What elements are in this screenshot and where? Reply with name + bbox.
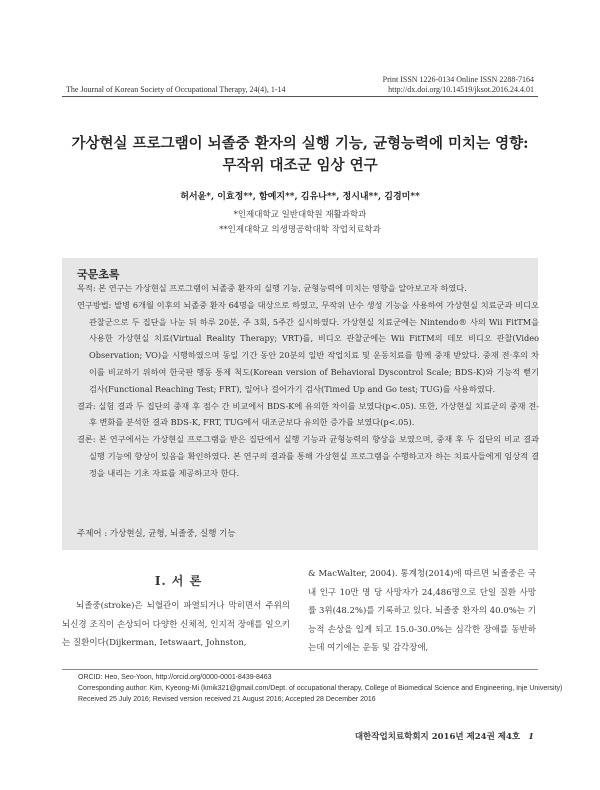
- abstract-methods: 연구방법: 발병 6개월 이후의 뇌졸중 환자 64명을 대상으로 하였고, 무작위 난수 생성 기능을 사용하여 가상현실 치료군과 비디오 관찰군으로 두 집단을 나눈 뒤 하루 20분, 주 3회, 5주간 실시하였다. 가상현실 치료군에는 Nintendo® 사의 Wii FitTM을 사용한 가상현실 치료(Virtual Reality Therapy; VRT)를, 비디오 관찰군에는 Wii FitTM의 데모 비디오 관찰(Video Observation; VO)을 시행하였으며 동일 기간 동안 20분의 일반 작업치료 및 운동치료를 함께 중재 받았다. 중재 전·후의 차이를 비교하기 위하여 한국판 행동 통제 척도(Korean version of Behavioral Dyscontrol Scale; BDS-K)와 기능적 뻗기 검사(Functional Reaching Test; FRT), 일어나 걸어가기 검사(Timed Up and Go test; TUG)를 사용하였다.: [77, 299, 539, 394]
- intro-left-column: 뇌졸중(stroke)은 뇌혈관이 파열되거나 막히면서 주위의 뇌신경 조직이 손상되어 다양한 신체적, 인지적 장애를 일으키는 질환이다(Dijkerman, Ietswaart, Johnston,: [62, 601, 290, 649]
- journal-header: The Journal of Korean Society of Occupational Therapy, 24(4), 1-14: [66, 85, 286, 94]
- page-number: 1: [528, 732, 534, 742]
- footnote-rule: [62, 669, 538, 670]
- intro-right-column: & MacWalter, 2004). 통계청(2014)에 따르면 뇌졸중은 국내 인구 10만 명 당 사망자가 24,486명으로 단일 질환 사망률 3위(48.2%)를 기록하고 있다. 뇌졸중 환자의 40.0%는 기능적 손상을 입게 되고 15.0-30.0%는 심각한 장애를 동반하는데 여기에는 운동 및 감각장애,: [308, 569, 536, 654]
- keywords: 주제어 : 가상현실, 균형, 뇌졸중, 실행 기능: [77, 529, 236, 539]
- author-list: 허서윤*, 이효정**, 함예지**, 김유나**, 정시내**, 김경미**: [180, 192, 420, 202]
- header-rule: [62, 96, 538, 97]
- page-footer: [355, 730, 534, 742]
- footnote-orcid: ORCID: Heo, Seo-Yoon, http://orcid.org/0000-0001-8439-8463: [78, 674, 272, 681]
- abstract-heading: 국문초록: [77, 268, 120, 281]
- issn-doi-block: [383, 75, 534, 95]
- paper-title: [60, 133, 540, 177]
- abstract-purpose: 목적: 본 연구는 가상현실 프로그램이 뇌졸중 환자의 실행 기능, 균형능력에 미치는 영향을 알아보고자 하였다.: [77, 283, 467, 293]
- abstract-conclusion: 결론: 본 연구에서는 가상현실 프로그램을 받은 집단에서 실행 기능과 균형능력의 향상을 보였으며, 중재 후 두 집단의 비교 결과 실행 기능에 향상이 있음을 확인하였다. 본 연구의 결과를 통해 가상현실 프로그램을 수행하고자 하는 치료사들에게 임상적 결정을 내리는 기초 자료를 제공하고자 한다.: [77, 434, 539, 478]
- footnote-received: Received 25 July 2016; Revised version received 21 August 2016; Accepted 28 December 2016: [78, 696, 376, 704]
- affiliation-2: **인제대학교 의생명공학대학 작업치료학과: [219, 225, 381, 235]
- doi-link[interactable]: http://dx.doi.org/10.14519/jksot.2016.24.4.01: [388, 85, 534, 94]
- footnote-corresponding: Corresponding author: Kim, Kyeong-Mi (kmik321@gmail.com/Dept. of occupational therapy, College of Biomedical Science and Engineering, Inje University): [78, 685, 563, 693]
- issn-line: Print ISSN 1226-0134 Online ISSN 2288-7164: [382, 75, 534, 84]
- title-line-1: 가상현실 프로그램이 뇌졸중 환자의 실행 기능, 균형능력에 미치는 영향:: [71, 135, 529, 152]
- footnotes: [78, 672, 562, 706]
- section-heading-introduction: I. 서 론: [154, 574, 203, 588]
- footer-journal: 대한작업치료학회지 2016년 제24권 제4호: [354, 732, 521, 742]
- title-line-2: 무작위 대조군 임상 연구: [222, 157, 378, 174]
- affiliations: [60, 208, 540, 238]
- affiliation-1: *인제대학교 일반대학원 재활과학과: [233, 210, 367, 220]
- abstract-body: [65, 280, 539, 482]
- abstract-results: 결과: 실험 결과 두 집단의 중재 후 점수 간 비교에서 BDS-K에 유의한 차이를 보였다(p<.05). 또한, 가상현실 치료군의 중재 전-후 변화를 분석한 결과 BDS-K, FRT, TUG에서 대조군보다 유의한 증가를 보였다(p<.05).: [77, 400, 539, 428]
